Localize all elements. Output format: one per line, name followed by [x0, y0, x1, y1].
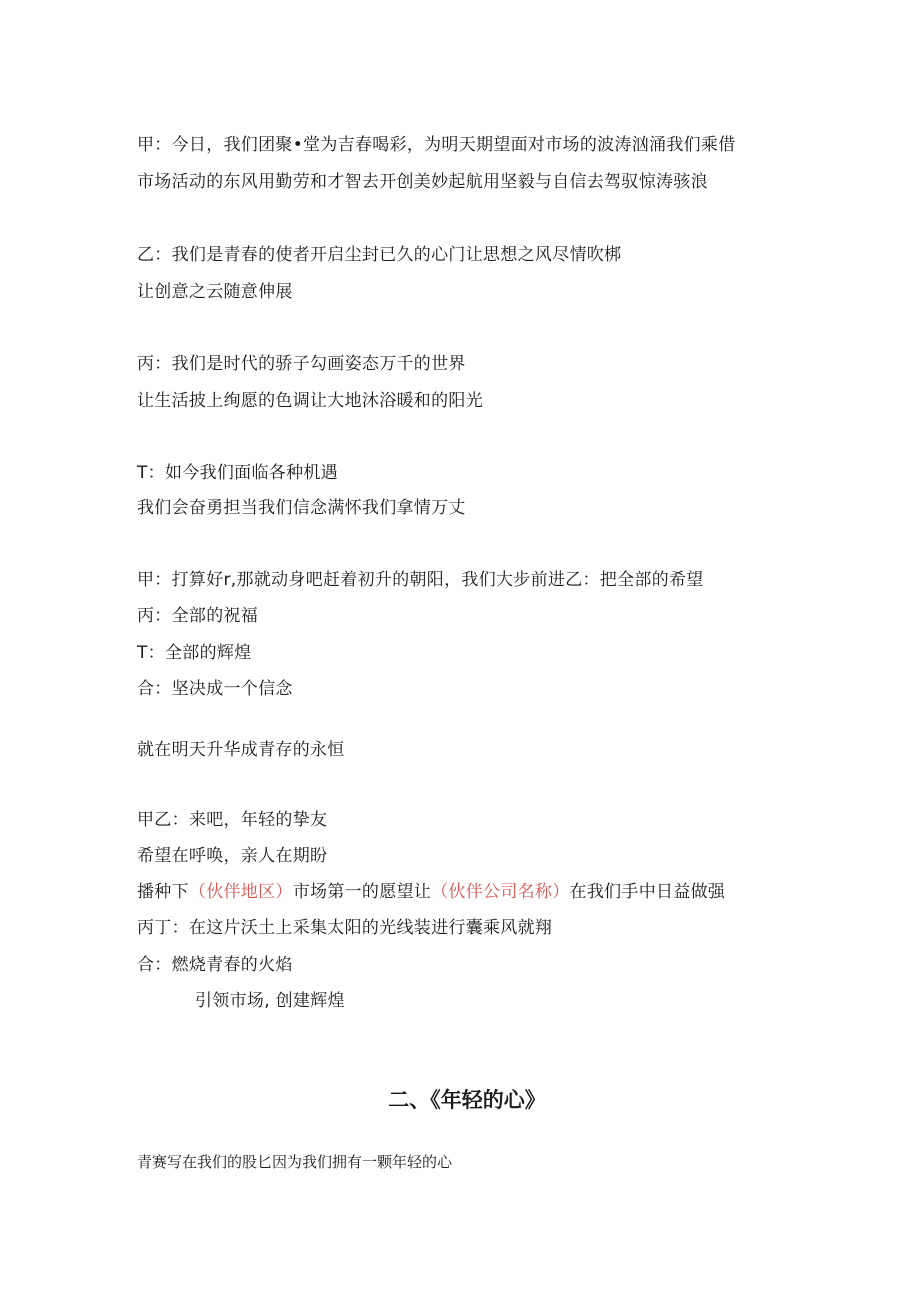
stanza-5-line-1: 甲：打算好r,那就动身吧赶着初升的朝阳，我们大步前进乙：把全部的希望	[137, 570, 704, 590]
stanza-7-line-3	[137, 880, 725, 904]
stanza-5-line-2: 丙：全部的祝福	[137, 606, 259, 626]
line-3-prefix: 播种下	[137, 882, 189, 902]
stanza-3-line-2: 让生活披上绚愿的色调让大地沐浴暖和的阳光	[137, 391, 483, 411]
stanza-7-line-4: 丙丁：在这片沃土上采集太阳的光线装进行囊乘风就翔	[137, 918, 553, 938]
stanza-2-line-1: 乙：我们是青春的使者开启尘封已久的心门让思想之风尽情吹梆	[137, 245, 622, 265]
stanza-7-line-1: 甲乙：来吧，年轻的挚友	[137, 810, 328, 830]
stanza-5-line-4: 合：坚决成一个信念	[137, 679, 293, 699]
stanza-7-line-5: 合：燃烧青春的火焰	[137, 955, 293, 975]
stanza-5-line-3: T：全部的辉煌	[137, 643, 252, 663]
line-3-middle: 市场第一的愿望让	[292, 882, 432, 902]
section-2-line-1: 青赛写在我们的股匕因为我们拥有一颗年轻的心	[137, 1153, 453, 1171]
stanza-7-line-2: 希望在呼唤，亲人在期盼	[137, 846, 328, 866]
section-2-title: 二、《年轻的心》	[388, 1088, 546, 1112]
stanza-4-line-2: 我们会奋勇担当我们信念满怀我们拿情万丈	[137, 498, 466, 518]
stanza-3-line-1: 丙：我们是时代的骄子勾画姿态万千的世界	[137, 354, 466, 374]
partner-company-placeholder: （伙伴公司名称）	[431, 882, 570, 902]
stanza-6-line-1: 就在明天升华成青存的永恒	[137, 740, 345, 760]
partner-region-placeholder: （伙伴地区）	[188, 882, 293, 902]
stanza-7-line-6: 引领市场, 创建辉煌	[195, 991, 345, 1011]
stanza-2-line-2: 让创意之云随意伸展	[137, 282, 293, 302]
stanza-1-line-2: 市场活动的东风用勤劳和才智去开创美妙起航用坚毅与自信去驾驭惊涛骇浪	[137, 172, 708, 192]
line-3-suffix: 在我们手中日益做强	[569, 882, 726, 902]
stanza-1-line-1: 甲：今日，我们团聚•堂为吉春喝彩，为明天期望面对市场的波涛汹涌我们乘借	[137, 135, 736, 155]
stanza-4-line-1: T：如今我们面临各种机遇	[137, 463, 338, 483]
